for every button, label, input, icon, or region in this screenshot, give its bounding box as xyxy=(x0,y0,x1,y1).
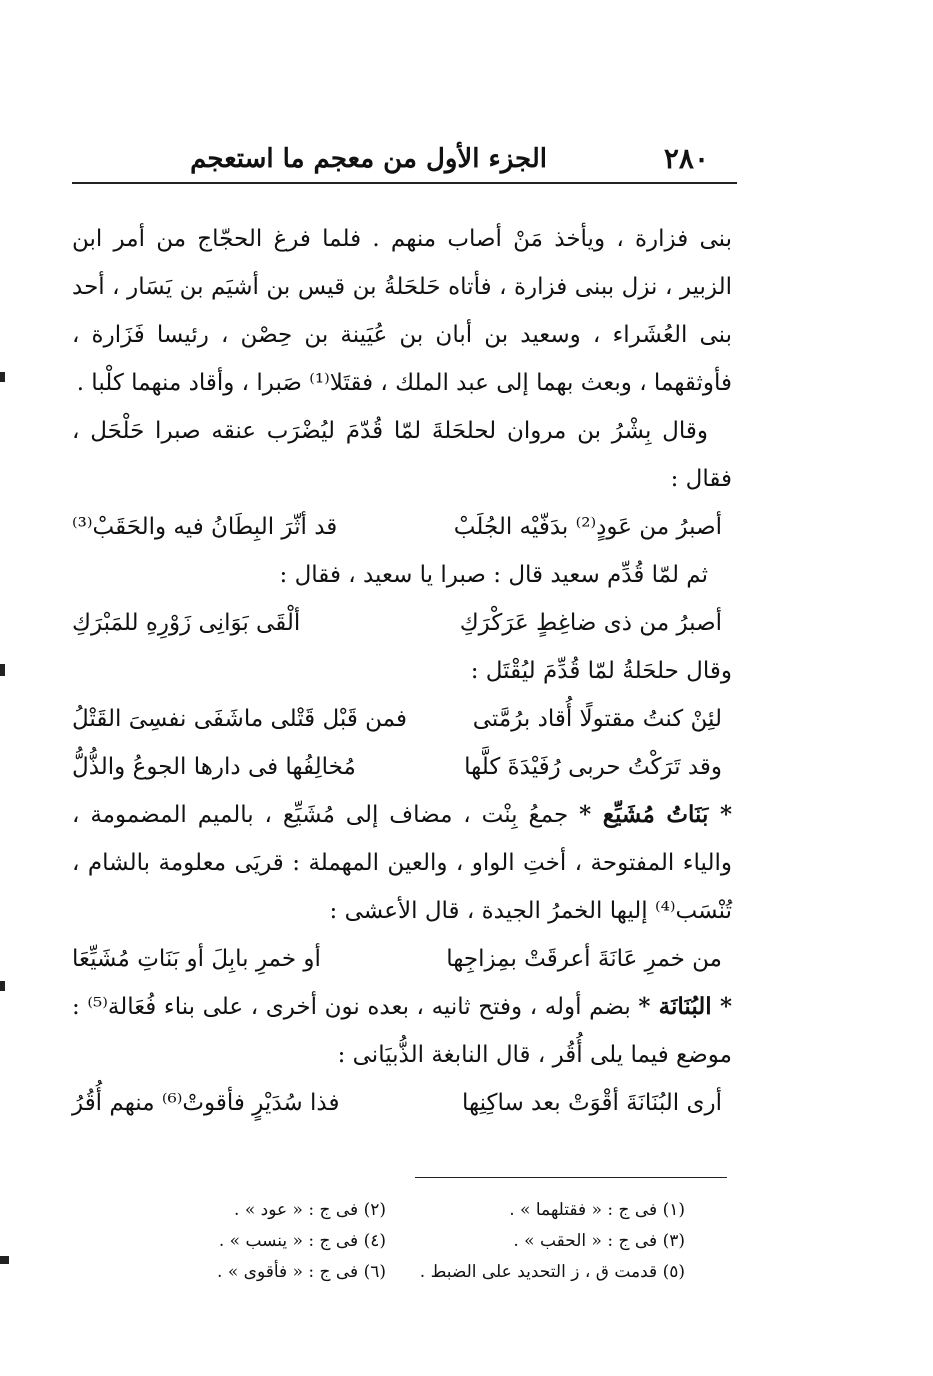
entry-banat-mushayyi xyxy=(72,791,732,935)
verse-5 xyxy=(72,935,732,983)
verse-hemistich-first: وقد تَرَكْتُ حربى رُفَيْدَةَ كلَّها xyxy=(464,754,722,780)
verse-hemistich-first: أرى البُنَانَةَ أقْوَتْ بعد ساكِنِها xyxy=(461,1090,722,1116)
verse-hemistich-second: فذا سُدَيْرٍ فأقوتْ⁽⁶⁾ منهم أُقُرُ xyxy=(72,1090,340,1116)
verse-hemistich-second: مُخالِفُها فى دارها الجوعُ والذُّلُّ xyxy=(72,754,356,780)
verse-4 xyxy=(72,743,732,791)
footnote-4: (٤) فى ج : « ينسب » . xyxy=(218,1231,386,1251)
footnote-rule xyxy=(415,1177,727,1178)
text-line: الخمرُ الجيدة ، قال الأعشى : xyxy=(329,898,603,924)
verse-6 xyxy=(72,1079,732,1127)
footnotes xyxy=(110,1195,685,1288)
page-number: ٢٨٠ xyxy=(663,142,709,175)
verse-hemistich-second: أو خمرِ بابِلَ أو بَنَاتِ مُشَيِّعَا xyxy=(72,946,321,972)
footnote-row xyxy=(110,1257,685,1288)
paragraph-2: وقال بِشْرُ بن مروان لحلحَلةَ لمّا قُدّمَ ليُضْرَب عنقه صبرا حَلْحَل ، فقال : xyxy=(72,418,732,492)
text-line: المفتوحة ، أختِ الواو ، والعين المهملة : قريَى معلومة بالشام ، تُنْسَب⁽⁴⁾ إليها xyxy=(72,850,732,924)
verse-hemistich-first: من خمرِ عَانَةَ أعرقَتْ بمِزاجِها xyxy=(446,946,722,972)
text-line: بنى فزارة ، ويأخذ مَنْ أصاب منهم . فلما فرغ الحجّاج من أمر ابن الزبير ، xyxy=(72,226,733,300)
paragraph-1 xyxy=(72,215,732,407)
text-line: وسعيد بن أبان بن عُيَينة بن حِصْن ، رئيسا فَزَارة ، فأوثقهما ، وبعث بهما إلى xyxy=(72,322,732,396)
verse-2 xyxy=(72,599,732,647)
entry-al-bunana xyxy=(72,983,732,1079)
footnote-6: (٦) فى ج : « فأقوى » . xyxy=(217,1262,386,1282)
scan-margin-mark xyxy=(0,664,5,676)
verse-hemistich-first: أصبرُ من ذى ضاغِطٍ عَرَكْرَكِ xyxy=(459,610,722,636)
scan-margin-mark xyxy=(0,372,5,382)
scan-margin-mark xyxy=(0,1256,9,1264)
footnote-3: (٣) فى ج : « الحقب » . xyxy=(513,1231,685,1251)
verse-hemistich-second: ألْقَى بَوَانِى زَوْرِهِ للمَبْرَكِ xyxy=(72,610,301,636)
verse-hemistich-second: قد أثّرَ البِطَانُ فيه والحَقَبْ⁽³⁾ xyxy=(72,514,338,540)
scan-margin-mark xyxy=(0,981,5,991)
footnote-row xyxy=(110,1226,685,1257)
footnote-row xyxy=(110,1195,685,1226)
entry-headword: * بَنَاتُ مُشَيِّع * xyxy=(579,801,732,828)
text-line: نزل ببنى فزارة ، فأتاه حَلحَلةُ بن قيس بن أشيَم بن يَسَار ، أحد بنى العُشَراء ، xyxy=(72,274,733,348)
text-line: جمعُ بِنْت ، مضاف إلى مُشَيِّع ، بالميم المضمومة ، والياء xyxy=(72,802,732,876)
entry-headword: * البُنَانَة * xyxy=(638,993,733,1020)
verse-3 xyxy=(72,695,732,743)
footnote-1: (١) فى ج : « فقتلهما » . xyxy=(509,1200,685,1220)
verse-1 xyxy=(72,503,732,551)
header-rule xyxy=(72,182,737,184)
footnote-2: (٢) فى ج : « عود » . xyxy=(234,1200,386,1220)
text-line: موضع فيما يلى أُقُر ، قال النابغة الذُّبيَانى : xyxy=(337,1042,732,1068)
text-line: بضم أوله ، وفتح ثانيه ، بعده نون أخرى ، على بناء فُعَالة⁽⁵⁾ : xyxy=(72,994,631,1020)
main-text xyxy=(72,215,732,1127)
paragraph-3: ثم لمّا قُدِّم سعيد قال : صبرا يا سعيد ، فقال : xyxy=(279,562,708,588)
footnote-5: (٥) قدمت ق ، ز التحديد على الضبط . xyxy=(419,1262,685,1282)
paragraph-4: وقال حلحَلةُ لمّا قُدِّمَ ليُقْتَل : xyxy=(470,658,732,684)
verse-hemistich-first: أصبرُ من عَودٍ⁽²⁾ بدَفّيْه الجُلَبْ xyxy=(453,514,722,540)
running-title: الجزء الأول من معجم ما استعجم xyxy=(190,144,547,174)
verse-hemistich-second: فمن قَبْل قَتْلى ماشَفَى نفسِىَ القَتْلُ xyxy=(72,706,407,732)
text-line: عبد الملك ، فقتَلا⁽¹⁾ صَبرا ، وأقاد منهما كلْبا . xyxy=(76,370,489,396)
verse-hemistich-first: لئِنْ كنتُ مقتولًا أُقاد برُمَّتى xyxy=(472,706,722,732)
page-header xyxy=(72,138,737,178)
